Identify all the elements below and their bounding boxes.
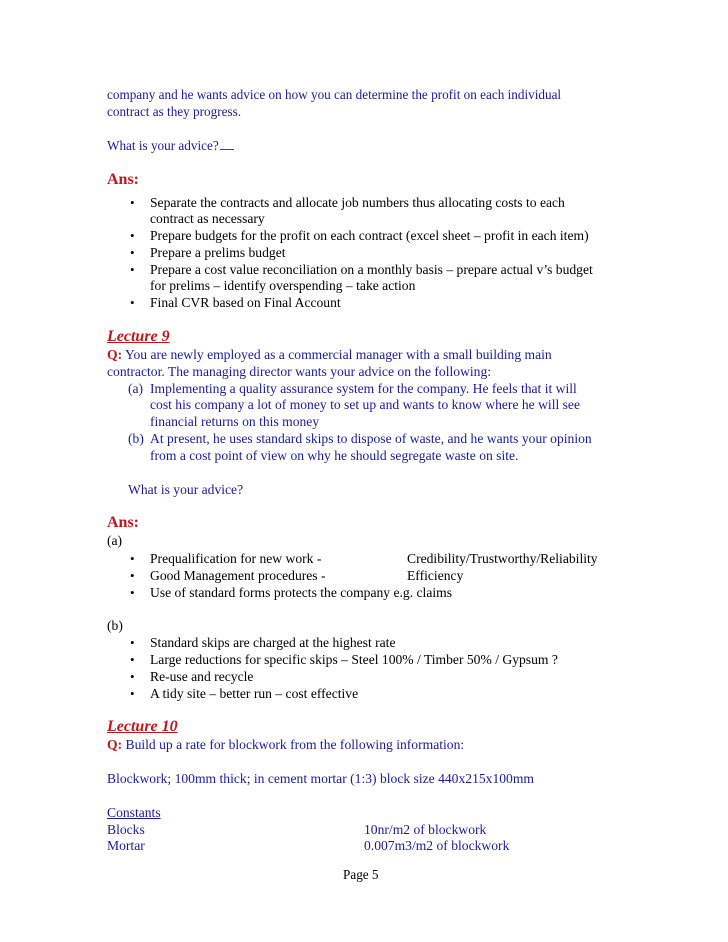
q-label: Q: <box>107 347 123 362</box>
intro-line-1: company and he wants advice on how you can determine the profit on each individual <box>107 87 562 102</box>
bullet-glyph: • <box>130 635 135 650</box>
answer-blank <box>220 137 234 150</box>
ans2-b-bullet-1: Standard skips are charged at the highest rate <box>150 635 396 650</box>
ans1-bullet-1-l1: Separate the contracts and allocate job numbers thus allocating costs to each <box>150 195 565 210</box>
constant-mortar-name: Mortar <box>107 838 145 853</box>
intro-line-2: contract as they progress. <box>107 104 242 119</box>
item-a-line-2: cost his company a lot of money to set up and wants to know where he will see <box>150 397 581 412</box>
bullet-glyph: • <box>130 669 135 684</box>
ans2-a-label: (a) <box>107 533 123 548</box>
q-text: Build up a rate for blockwork from the following information: <box>125 737 465 752</box>
item-a-line-3: financial returns on this money <box>150 414 320 429</box>
bullet-glyph: • <box>130 245 135 260</box>
lecture-9-question-line-1 <box>107 346 552 363</box>
bullet-glyph: • <box>130 652 135 667</box>
ans1-bullet-4-l1: Prepare a cost value reconciliation on a monthly basis – prepare actual v’s budget <box>150 262 593 277</box>
bullet-glyph: • <box>130 585 135 600</box>
ans2-b-bullet-3: Re-use and recycle <box>150 669 254 684</box>
ans2-b-bullet-2: Large reductions for specific skips – Steel 100% / Timber 50% / Gypsum ? <box>150 652 558 667</box>
bullet-glyph: • <box>130 195 135 210</box>
lecture-9-title: Lecture 9 <box>107 328 170 345</box>
blockwork-spec: Blockwork; 100mm thick; in cement mortar (1:3) block size 440x215x100mm <box>107 771 534 786</box>
q-label: Q: <box>107 737 123 752</box>
constant-mortar-value: 0.007m3/m2 of blockwork <box>364 838 510 853</box>
bullet-glyph: • <box>130 262 135 277</box>
lecture-10-title: Lecture 10 <box>107 718 178 735</box>
bullet-glyph: • <box>130 228 135 243</box>
ans2-b-label: (b) <box>107 618 123 633</box>
q-text: You are newly employed as a commercial manager with a small building main <box>125 347 552 362</box>
item-b-label: (b) <box>128 431 144 446</box>
intro-question <box>107 137 234 154</box>
constant-blocks-value: 10nr/m2 of blockwork <box>364 822 487 837</box>
bullet-glyph: • <box>130 295 135 310</box>
lecture-9-question-line-2: contractor. The managing director wants your advice on the following: <box>107 364 492 379</box>
ans1-heading: Ans: <box>107 171 140 188</box>
intro-question-text: What is your advice? <box>107 138 219 153</box>
ans1-bullet-4-l2: for prelims – identify overspending – take action <box>150 278 416 293</box>
item-b-line-2: from a cost point of view on why he should segregate waste on site. <box>150 448 519 463</box>
ans2-b-bullet-4: A tidy site – better run – cost effective <box>150 686 359 701</box>
lecture-10-question <box>107 736 464 753</box>
bullet-glyph: • <box>130 568 135 583</box>
item-b-line-1: At present, he uses standard skips to dispose of waste, and he wants your opinion <box>150 431 592 446</box>
item-a-line-1: Implementing a quality assurance system for the company. He feels that it will <box>150 381 577 396</box>
ans1-bullet-5: Final CVR based on Final Account <box>150 295 341 310</box>
ans2-a-bullet-3: Use of standard forms protects the company e.g. claims <box>150 585 452 600</box>
page-number: Page 5 <box>343 867 379 882</box>
ans1-bullet-2: Prepare budgets for the profit on each contract (excel sheet – profit in each item) <box>150 228 589 243</box>
item-a-label: (a) <box>128 381 144 396</box>
ans2-a-bullet-2-right: Efficiency <box>407 568 464 583</box>
ans2-heading: Ans: <box>107 514 140 531</box>
ans1-bullet-3: Prepare a prelims budget <box>150 245 286 260</box>
lecture-9-question: What is your advice? <box>128 482 244 497</box>
ans2-a-bullet-2-left: Good Management procedures - <box>150 568 326 583</box>
constants-heading: Constants <box>107 805 161 820</box>
constant-blocks-name: Blocks <box>107 822 145 837</box>
ans2-a-bullet-1-left: Prequalification for new work - <box>150 551 322 566</box>
ans2-a-bullet-1-right: Credibility/Trustworthy/Reliability <box>407 551 598 566</box>
bullet-glyph: • <box>130 686 135 701</box>
bullet-glyph: • <box>130 551 135 566</box>
ans1-bullet-1-l2: contract as necessary <box>150 211 265 226</box>
